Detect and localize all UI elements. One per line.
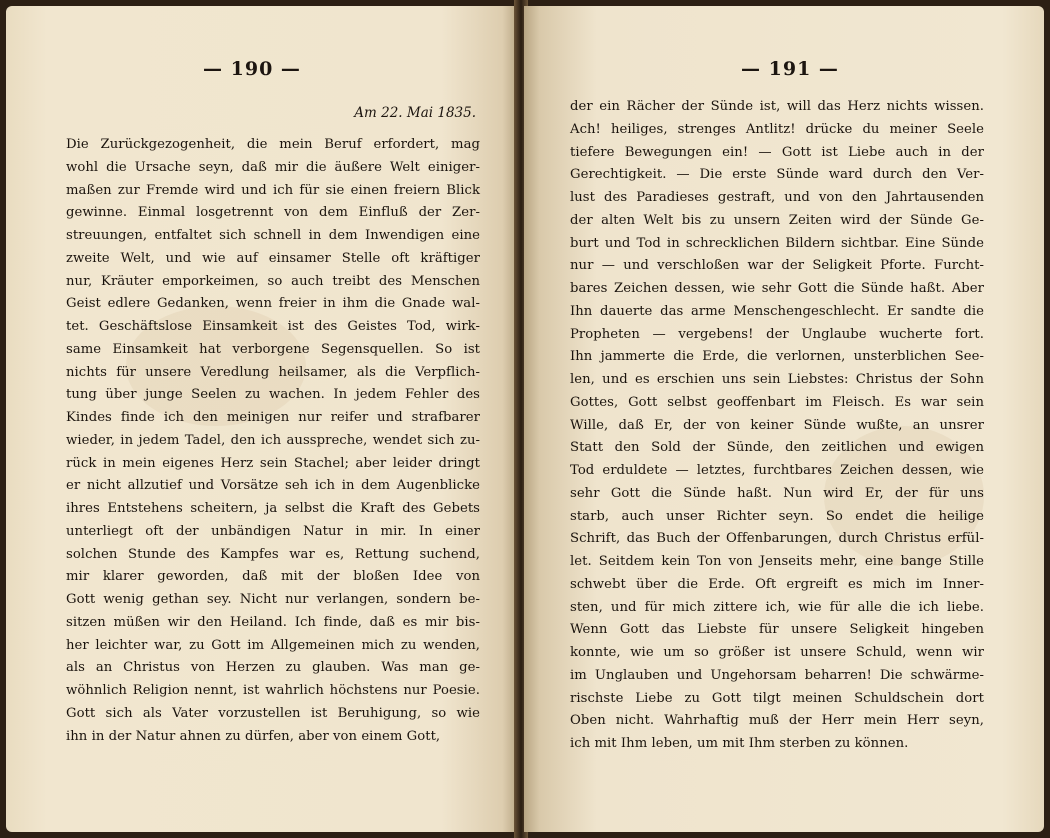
text-line: lust des Paradieses gestraft, und von den Jahrtausenden: [570, 190, 984, 205]
left-page-body: [66, 134, 480, 748]
text-line: Ach! heiliges, strenges Antlitz! drücke du meiner Seele: [570, 121, 984, 137]
text-line: ihres Entstehens scheitern, ja selbst die Kraft des Gebets: [66, 501, 480, 516]
text-line: wöhnlich Religion nennt, ist wahrlich höchstens nur Poesie.: [66, 683, 480, 698]
text-line: tet. Geschäftslose Einsamkeit ist des Geistes Tod, wirk-: [66, 319, 480, 334]
text-line: Gott wenig gethan sey. Nicht nur verlangen, sondern be-: [66, 592, 480, 607]
text-line: Gerechtigkeit. — Die erste Sünde ward durch den Ver-: [570, 167, 984, 183]
text-line: her leichter war, zu Gott im Allgemeinen mich zu wenden,: [66, 637, 480, 653]
left-page: [6, 6, 518, 832]
text-line: Kindes finde ich den meinigen nur reifer und strafbarer: [66, 410, 480, 425]
text-line: nur, Kräuter emporkeimen, so auch treibt des Menschen: [66, 273, 480, 289]
right-page-body: [570, 96, 984, 756]
text-line: wohl die Ursache seyn, daß mir die äußere Welt einiger-: [66, 159, 480, 175]
text-line: maßen zur Fremde wird und ich für sie einen freiern Blick: [66, 182, 480, 198]
text-line: Schrift, das Buch der Offenbarungen, durch Christus erfül-: [570, 531, 984, 547]
text-line: tiefere Bewegungen ein! — Gott ist Liebe auch in der: [570, 144, 984, 160]
text-line: unterliegt oft der unbändigen Natur in mir. In einer: [66, 523, 480, 539]
text-line: Geist edlere Gedanken, wenn freier in ihm die Gnade wal-: [66, 296, 480, 312]
text-line: mir klarer geworden, daß mit der bloßen Idee von: [66, 569, 480, 585]
text-line: ihn in der Natur ahnen zu dürfen, aber von einem Gott,: [66, 728, 441, 744]
text-line: streuungen, entfaltet sich schnell in dem Inwendigen eine: [66, 228, 480, 243]
text-line: Oben nicht. Wahrhaftig muß der Herr mein Herr seyn,: [570, 713, 984, 729]
text-line: Ihn jammerte die Erde, die verlornen, unsterblichen See-: [570, 349, 984, 365]
text-line: sehr Gott die Sünde haßt. Nun wird Er, der für uns: [570, 485, 984, 501]
dateline: Am 22. Mai 1835.: [354, 105, 476, 121]
page-number-right: — 191 —: [741, 58, 839, 80]
text-line: wieder, in jedem Tadel, den ich ausspreche, wendet sich zu-: [66, 432, 480, 448]
text-line: Ihn dauerte das arme Menschengeschlecht. Er sandte die: [570, 303, 984, 319]
text-line: tung über junge Seelen zu wachen. In jedem Fehler des: [66, 387, 480, 403]
text-line: solchen Stunde des Kampfes war es, Rettung suchend,: [66, 546, 480, 562]
page-number-left: — 190 —: [203, 58, 301, 80]
text-line: Tod erduldete — letztes, furchtbares Zeichen dessen, wie: [570, 463, 984, 478]
text-line: rück in mein eigenes Herz sein Stachel; aber leider dringt: [66, 455, 480, 471]
text-line: bares Zeichen dessen, wie sehr Gott die Sünde haßt. Aber: [570, 281, 984, 296]
text-line: nur — und verschloßen war der Seligkeit Pforte. Furcht-: [570, 258, 984, 274]
text-line: same Einsamkeit hat verborgene Segensquellen. So ist: [66, 341, 480, 357]
text-line: schwebt über die Erde. Oft ergreift es mich im Inner-: [570, 576, 984, 592]
text-line: Statt den Sold der Sünde, den zeitlichen und ewigen: [570, 440, 984, 456]
text-line: zweite Welt, und wie auf einsamer Stelle oft kräftiger: [66, 250, 480, 266]
text-line: len, und es erschien uns sein Liebstes: Christus der Sohn: [570, 372, 984, 387]
text-line: burt und Tod in schrecklichen Bildern sichtbar. Eine Sünde: [570, 235, 984, 251]
text-line: Gottes, Gott selbst geoffenbart im Fleisch. Es war sein: [570, 394, 984, 410]
text-line: sitzen müßen wir den Heiland. Ich finde, daß es mir bis-: [66, 614, 480, 630]
text-line: Wenn Gott das Liebste für unsere Seligkeit hingeben: [570, 622, 984, 638]
text-line: ich mit Ihm leben, um mit Ihm sterben zu können.: [570, 736, 909, 751]
text-line: als an Christus von Herzen zu glauben. Was man ge-: [66, 660, 480, 676]
text-line: nichts für unsere Veredlung heilsamer, als die Verpflich-: [66, 364, 480, 380]
text-line: Die Zurückgezogenheit, die mein Beruf erfordert, mag: [66, 137, 480, 152]
text-line: Propheten — vergebens! der Unglaube wucherte fort.: [570, 326, 984, 342]
text-line: rischste Liebe zu Gott tilgt meinen Schuldschein dort: [570, 690, 984, 706]
text-line: er nicht allzutief und Vorsätze seh ich in dem Augenblicke: [66, 478, 480, 494]
text-line: im Unglauben und Ungehorsam beharren! Die schwärme-: [570, 667, 984, 683]
text-line: Gott sich als Vater vorzustellen ist Beruhigung, so wie: [66, 705, 480, 721]
text-line: Wille, daß Er, der von keiner Sünde wußte, an unsrer: [570, 417, 984, 433]
text-line: let. Seitdem kein Ton von Jenseits mehr, eine bange Stille: [570, 554, 984, 569]
text-line: konnte, wie um so größer ist unsere Schuld, wenn wir: [570, 645, 984, 660]
text-line: sten, und für mich zittere ich, wie für alle die ich liebe.: [570, 599, 984, 615]
text-line: der alten Welt bis zu unsern Zeiten wird der Sünde Ge-: [570, 212, 984, 228]
text-line: der ein Rächer der Sünde ist, will das Herz nichts wissen.: [570, 99, 984, 114]
right-page: [524, 6, 1044, 832]
text-line: gewinne. Einmal losgetrennt von dem Einfluß der Zer-: [66, 205, 480, 221]
text-line: starb, auch unser Richter seyn. So endet die heilige: [570, 508, 984, 524]
